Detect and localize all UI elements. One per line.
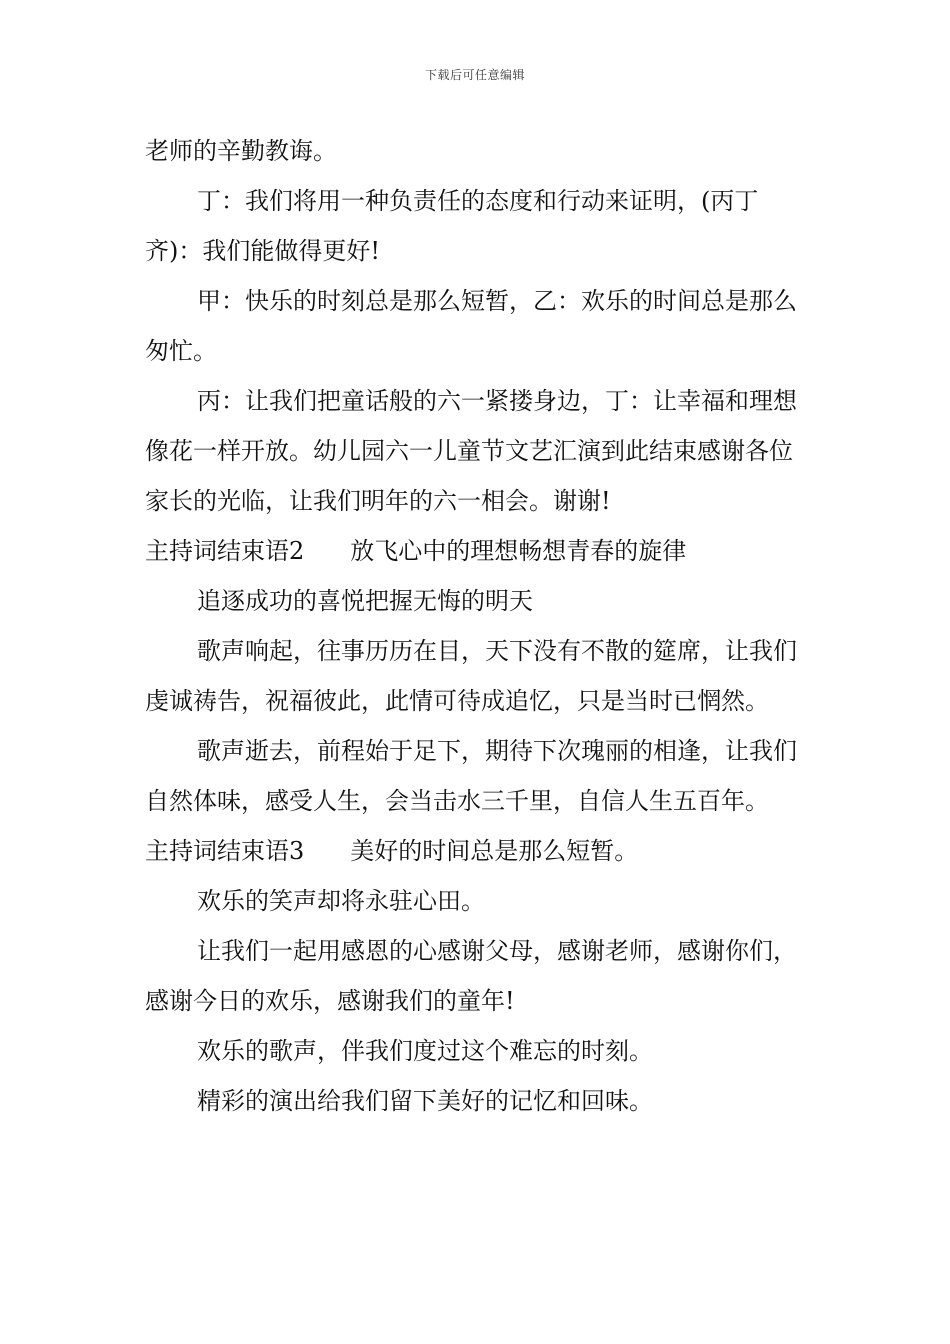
paragraph-3: 甲：快乐的时刻总是那么短暂，乙：欢乐的时间总是那么匆忙。 (145, 287, 797, 365)
section-2-paragraph-2: 歌声响起，往事历历在目，天下没有不散的筵席，让我们虔诚祷告，祝福彼此，此情可待成追忆，只是当时已惘然。 (145, 637, 797, 715)
section-2-heading: 主持词结束语2 (145, 537, 305, 565)
section-3-paragraph-1: 欢乐的笑声却将永驻心田。 (197, 887, 485, 915)
paragraph-4: 丙：让我们把童话般的六一紧搂身边，丁：让幸福和理想像花一样开放。幼儿园六一儿童节文艺汇演到此结束感谢各位家长的光临，让我们明年的六一相会。谢谢! (145, 387, 797, 515)
section-3-heading: 主持词结束语3 (145, 837, 305, 865)
section-3-heading-line (145, 826, 810, 876)
header-note: 下载后可任意编辑 (424, 68, 525, 82)
section-3-paragraph-4: 精彩的演出给我们留下美好的记忆和回味。 (197, 1087, 653, 1115)
section-2-heading-line (145, 526, 810, 576)
section-2-first-line: 放飞心中的理想畅想青春的旋律 (350, 537, 687, 565)
document-body (145, 126, 810, 1126)
section-3-first-line: 美好的时间总是那么短暂。 (350, 837, 639, 865)
paragraph-2: 丁：我们将用一种负责任的态度和行动来证明，(丙丁齐)：我们能做得更好! (145, 187, 759, 265)
section-2-paragraph-1: 追逐成功的喜悦把握无悔的明天 (197, 587, 533, 615)
paragraph-1: 老师的辛勤教诲。 (145, 137, 337, 165)
section-2-paragraph-3: 歌声逝去，前程始于足下，期待下次瑰丽的相逢，让我们自然体味，感受人生，会当击水三千里，自信人生五百年。 (145, 737, 797, 815)
section-3-paragraph-2: 让我们一起用感恩的心感谢父母，感谢老师，感谢你们，感谢今日的欢乐，感谢我们的童年! (145, 937, 797, 1015)
section-3-paragraph-3: 欢乐的歌声，伴我们度过这个难忘的时刻。 (197, 1037, 653, 1065)
